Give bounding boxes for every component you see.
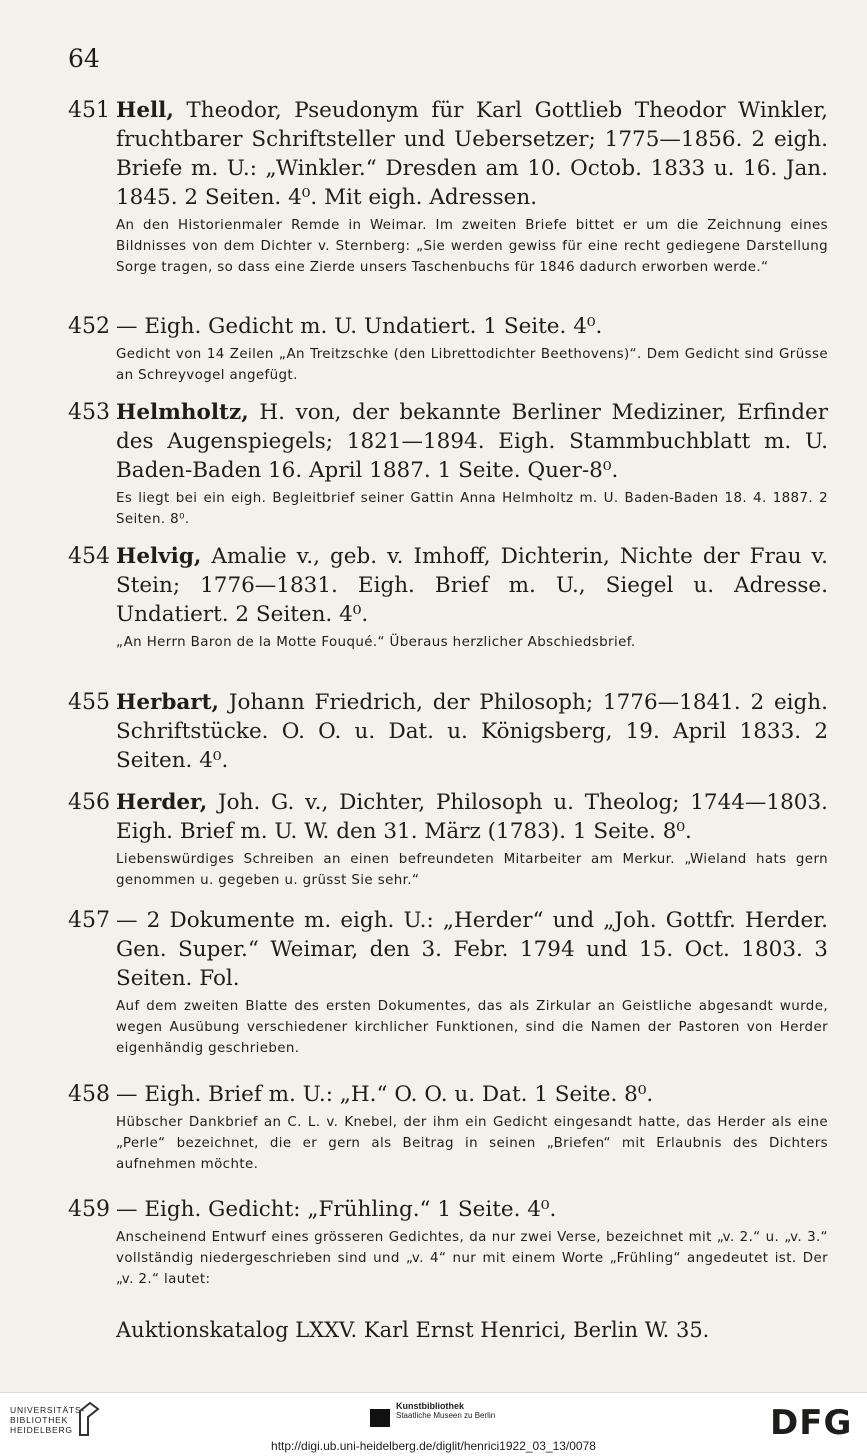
entry-note: „An Herrn Baron de la Motte Fouqué.“ Überaus herzlicher Abschiedsbrief.: [116, 635, 636, 650]
kunstbibliothek-logo: [396, 1401, 495, 1421]
entry-heading: [116, 788, 828, 846]
entry-note: Gedicht von 14 Zeilen „An Treitzschke (den Librettodichter Beethovens)“. Dem Gedicht sind Grüsse an Schreyvogel angefügt.: [116, 347, 828, 383]
catalog-entry-457: [68, 906, 828, 1059]
entry-number: 455: [68, 690, 110, 715]
kb-title: Kunstbibliothek: [396, 1401, 464, 1411]
catalog-entry-456: [68, 788, 828, 891]
entry-name: Hell,: [116, 98, 174, 123]
uni-line-2: BIBLIOTHEK: [10, 1415, 69, 1425]
catalog-entry-452: [68, 312, 828, 386]
entry-note: An den Historienmaler Remde in Weimar. Im zweiten Briefe bittet er um die Zeichnung eines Bildnisses von dem Dichter v. Sternberg: „Sie werden gewiss für eine recht gediegene Darstellung Sorge tragen, so dass eine Zierde unsers Taschenbuchs für 1846 dadurch erworben werde.“: [116, 218, 828, 275]
entry-heading: [116, 542, 828, 629]
kunstbibliothek-icon: [370, 1409, 390, 1427]
entry-number: 457: [68, 908, 110, 933]
catalog-entry-453: [68, 398, 828, 530]
entry-text: Johann Friedrich, der Philosoph; 1776—1841. 2 eigh. Schriftstücke. O. O. u. Dat. u. Königsberg, 19. April 1833. 2 Seiten. 4⁰.: [116, 690, 828, 773]
kb-subtitle: Staatliche Museen zu Berlin: [396, 1411, 496, 1420]
entry-name: Helvig,: [116, 544, 202, 569]
entry-text: — 2 Dokumente m. eigh. U.: „Herder“ und „Joh. Gottfr. Herder. Gen. Super.“ Weimar, den 3. Febr. 1794 und 15. Oct. 1803. 3 Seiten. Fol.: [116, 908, 828, 991]
university-library-logo: [10, 1405, 85, 1435]
entry-heading: [116, 1195, 828, 1224]
entry-heading: [116, 906, 828, 993]
catalog-entry-459: [68, 1195, 828, 1290]
entry-text: H. von, der bekannte Berliner Mediziner, Erfinder des Augenspiegels; 1821—1894. Eigh. Stammbuchblatt m. U. Baden-Baden 16. April 1887. 1 Seite. Quer-8⁰.: [116, 400, 828, 483]
entry-heading: [116, 96, 828, 212]
entry-heading: [116, 312, 828, 341]
entry-text: — Eigh. Gedicht m. U. Undatiert. 1 Seite. 4⁰.: [116, 314, 603, 339]
university-seal-icon: [76, 1401, 102, 1437]
entry-number: 456: [68, 790, 110, 815]
entry-heading: [116, 1080, 828, 1109]
entry-note: Liebenswürdiges Schreiben an einen befreundeten Mitarbeiter am Merkur. „Wieland hats gern genommen u. gegeben u. grüsst Sie sehr.“: [116, 852, 828, 888]
dfg-logo: DFG: [770, 1403, 853, 1443]
uni-line-1: UNIVERSITÄTS-: [10, 1405, 86, 1415]
entry-note: Auf dem zweiten Blatte des ersten Dokumentes, das als Zirkular an Geistliche abgesandt wurde, wegen Ausübung verschiedener kirchlicher Funktionen, sind die Namen der Pastoren von Herder eigenhändig geschrieben.: [116, 999, 828, 1056]
entry-number: 451: [68, 98, 110, 123]
entry-text: — Eigh. Gedicht: „Frühling.“ 1 Seite. 4⁰.: [116, 1197, 557, 1222]
catalog-entry-451: [68, 96, 828, 278]
catalog-entry-458: [68, 1080, 828, 1175]
page-number: 64: [68, 44, 100, 73]
entry-text: — Eigh. Brief m. U.: „H.“ O. O. u. Dat. 1 Seite. 8⁰.: [116, 1082, 654, 1107]
entry-number: 454: [68, 544, 110, 569]
entry-heading: [116, 398, 828, 485]
digitization-footer-bar: [0, 1392, 867, 1456]
entry-note: Anscheinend Entwurf eines grösseren Gedichtes, da nur zwei Verse, bezeichnet mit „v. 2.“ u. „v. 3.“ vollständig niedergeschrieben sind und „v. 4“ nur mit einem Worte „Frühling“ angedeutet ist. Der „v. 2.“ lautet:: [116, 1230, 828, 1287]
entry-note: Hübscher Dankbrief an C. L. v. Knebel, der ihm ein Gedicht eingesandt hatte, das Herder als eine „Perle“ bezeichnet, die er gern als Beitrag in seinen „Briefen“ mit Erlaubnis des Dichters aufnehmen möchte.: [116, 1115, 828, 1172]
entry-number: 458: [68, 1082, 110, 1107]
entry-heading: [116, 688, 828, 775]
entry-name: Herder,: [116, 790, 208, 815]
source-url[interactable]: http://digi.ub.uni-heidelberg.de/diglit/henrici1922_03_13/0078: [271, 1439, 596, 1453]
entry-number: 459: [68, 1197, 110, 1222]
entry-name: Herbart,: [116, 690, 220, 715]
catalog-entry-455: [68, 688, 828, 775]
entry-text: Joh. G. v., Dichter, Philosoph u. Theolog; 1744—1803. Eigh. Brief m. U. W. den 31. März (1783). 1 Seite. 8⁰.: [116, 790, 828, 844]
entry-text: Theodor, Pseudonym für Karl Gottlieb Theodor Winkler, fruchtbarer Schriftsteller und Uebersetzer; 1775—1856. 2 eigh. Briefe m. U.: „Winkler.“ Dresden am 10. Octob. 1833 u. 16. Jan. 1845. 2 Seiten. 4⁰. Mit eigh. Adressen.: [116, 98, 828, 210]
entry-name: Helmholtz,: [116, 400, 249, 425]
entry-number: 452: [68, 314, 110, 339]
entry-note: Es liegt bei ein eigh. Begleitbrief seiner Gattin Anna Helmholtz m. U. Baden-Baden 18. 4. 1887. 2 Seiten. 8⁰.: [116, 491, 828, 527]
catalog-entry-454: [68, 542, 828, 653]
entry-number: 453: [68, 400, 110, 425]
uni-line-3: HEIDELBERG: [10, 1425, 73, 1435]
entry-text: Amalie v., geb. v. Imhoff, Dichterin, Nichte der Frau v. Stein; 1776—1831. Eigh. Brief m. U., Siegel u. Adresse. Undatiert. 2 Seiten. 4⁰.: [116, 544, 828, 627]
catalog-footer: Auktionskatalog LXXV. Karl Ernst Henrici, Berlin W. 35.: [116, 1318, 710, 1342]
